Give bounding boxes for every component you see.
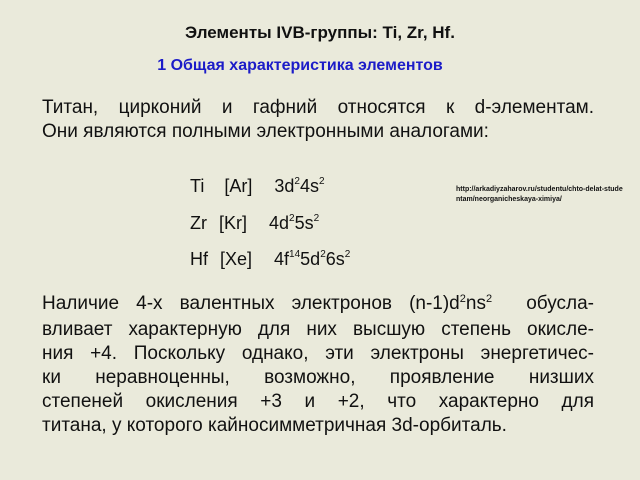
config-row-zr xyxy=(190,213,319,234)
orbital-exponent: 2 xyxy=(344,249,351,260)
body-line-3: ния +4. Поскольку однако, эти электроны энергетичес- xyxy=(42,343,594,364)
orbital: 5d xyxy=(300,249,321,269)
slide-subtitle: 1 Общая характеристика элементов xyxy=(157,57,443,74)
body-text-fragment: Наличие 4-х валентных электронов (n-1)d xyxy=(42,293,460,314)
orbital-exponent: 2 xyxy=(320,249,326,260)
orbital: 6s xyxy=(325,249,345,269)
body-paragraph xyxy=(42,292,594,438)
element-symbol: Zr xyxy=(190,213,207,233)
body-line-4: ки неравноценны, возможно, проявление низших xyxy=(42,367,594,388)
config-row-hf xyxy=(190,249,350,270)
orbital-exponent: 2 xyxy=(318,176,325,187)
noble-core: [Kr] xyxy=(219,213,248,233)
orbital-exponent: 14 xyxy=(289,249,301,260)
body-line-5: степеней окисления +3 и +2, что характерно для xyxy=(42,391,594,412)
orbital-exponent: 2 xyxy=(289,213,295,224)
orbital-exponent: 2 xyxy=(313,213,320,224)
source-url: http://arkadiyzaharov.ru/studentu/chto-delat-studentam/neorganicheskaya-ximiya/ xyxy=(456,186,623,203)
exponent: 2 xyxy=(485,293,493,305)
body-line-6: титана, у которого кайносимметричная 3d-орбиталь. xyxy=(42,415,507,436)
body-line-1 xyxy=(42,292,594,318)
orbital: 4s xyxy=(299,176,319,196)
intro-line-2: Они являются полными электронными аналогами: xyxy=(42,121,489,142)
orbital: 3d xyxy=(274,176,295,196)
intro-paragraph xyxy=(42,96,594,144)
body-line-2: вливает характерную для них высшую степень окисле- xyxy=(42,319,594,340)
element-symbol: Ti xyxy=(190,176,205,196)
body-text-fragment: обусла- xyxy=(492,293,595,314)
orbital: 4f xyxy=(274,249,290,269)
body-text-fragment: ns xyxy=(465,293,486,314)
noble-core: [Xe] xyxy=(220,249,253,269)
slide-title: Элементы IVB-группы: Ti, Zr, Hf. xyxy=(185,23,455,42)
noble-core: [Ar] xyxy=(224,176,253,196)
orbital: 4d xyxy=(269,213,290,233)
orbital-exponent: 2 xyxy=(294,176,300,187)
config-row-ti xyxy=(190,176,325,197)
orbital: 5s xyxy=(294,213,314,233)
intro-line-1: Титан, цирконий и гафний относятся к d-элементам. xyxy=(42,97,594,118)
element-symbol: Hf xyxy=(190,249,208,269)
exponent: 2 xyxy=(459,293,466,305)
